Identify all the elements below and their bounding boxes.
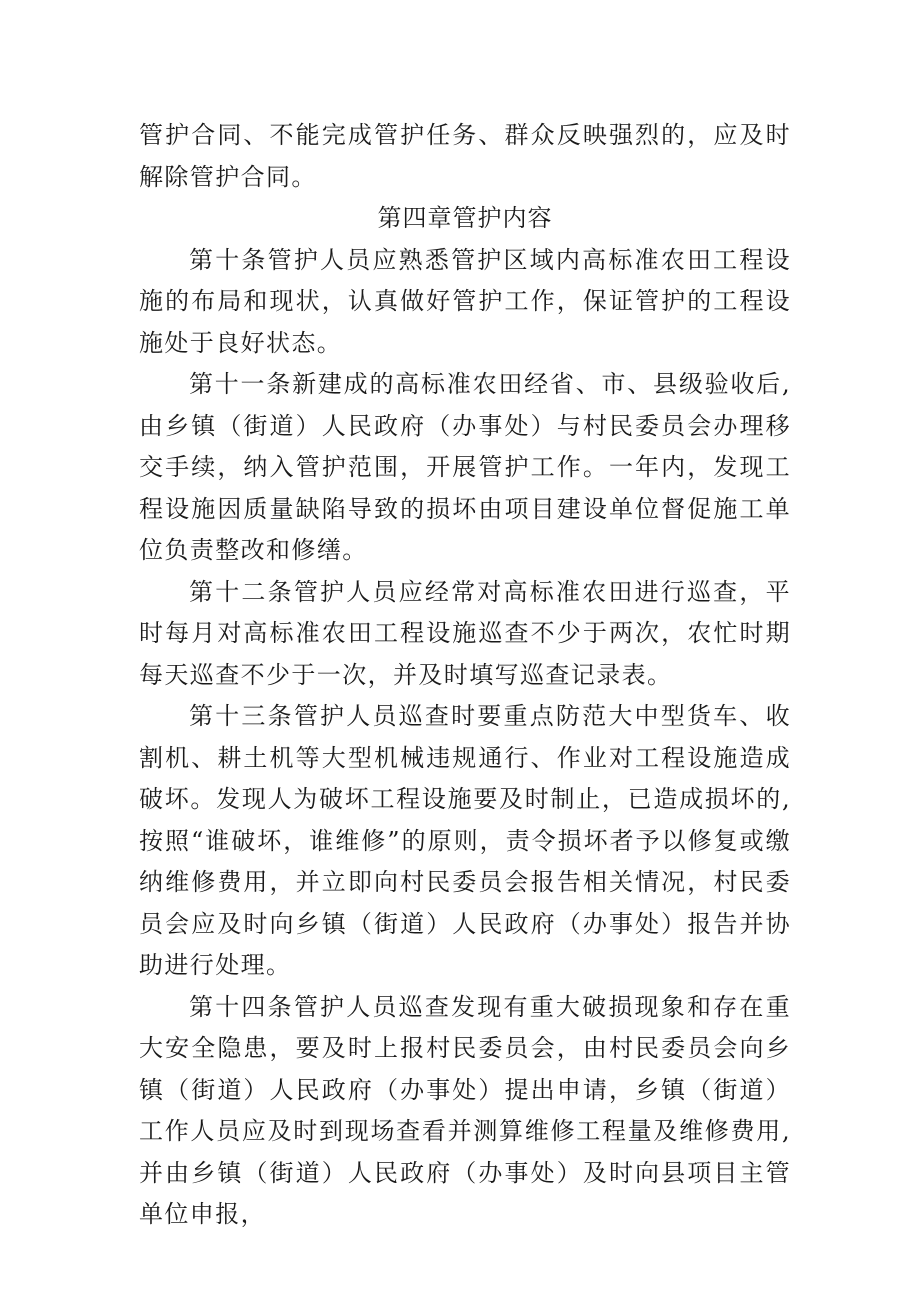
article-14: 第十四条管护人员巡查发现有重大破损现象和存在重大安全隐患，要及时上报村民委员会，由村民委员会向乡镇（街道）人民政府（办事处）提出申请，乡镇（街道）工作人员应及时到现场查看并测算维修工程量及维修费用,并由乡镇（街道）人民政府（办事处）及时向县项目主管单位申报， xyxy=(139,992,791,1228)
article-13: 第十三条管护人员巡查时要重点防范大中型货车、收割机、耕土机等大型机械违规通行、作业对工程设施造成破坏。发现人为破坏工程设施要及时制止，已造成损坏的,按照“谁破坏，谁维修”的原则，责令损坏者予以修复或缴纳维修费用，并立即向村民委员会报告相关情况，村民委员会应及时向乡镇（街道）人民政府（办事处）报告并协助进行处理。 xyxy=(139,702,791,979)
paragraph-continuation: 管护合同、不能完成管护任务、群众反映强烈的，应及时解除管护合同。 xyxy=(139,121,791,191)
article-11: 第十一条新建成的高标准农田经省、市、县级验收后,由乡镇（街道）人民政府（办事处）与村民委员会办理移交手续，纳入管护范围，开展管护工作。一年内，发现工程设施因质量缺陷导致的损坏由项目建设单位督促施工单位负责整改和修缮。 xyxy=(139,370,791,564)
chapter-heading: 第四章管护内容 xyxy=(377,204,553,232)
article-10: 第十条管护人员应熟悉管护区域内高标准农田工程设施的布局和现状，认真做好管护工作，保证管护的工程设施处于良好状态。 xyxy=(139,245,791,357)
document-body xyxy=(139,115,791,1236)
article-12: 第十二条管护人员应经常对高标准农田进行巡查，平时每月对高标准农田工程设施巡查不少于两次，农忙时期每天巡查不少于一次，并及时填写巡查记录表。 xyxy=(139,577,791,689)
